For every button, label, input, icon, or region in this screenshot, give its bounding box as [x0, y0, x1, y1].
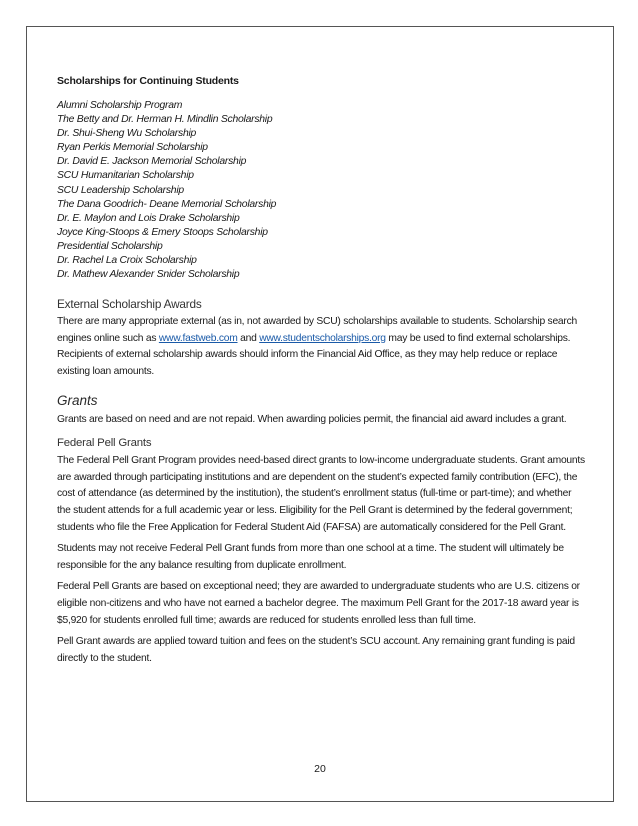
list-item: Ryan Perkis Memorial Scholarship [57, 142, 208, 154]
pell-paragraph: Students may not receive Federal Pell Grant funds from more than one school at a time. The student will ultimately be responsible for the any balance resulting from duplicate enrollment. [57, 543, 564, 571]
pell-paragraph: Federal Pell Grants are based on exceptional need; they are awarded to undergraduate students who are U.S. citizens or eligible non-citizens and who have not earned a bachelor degree. The maximum Pell Grant for the 2017-18 award year is $5,920 for students enrolled full time; awards are reduced for students enrolled less than full time. [57, 581, 580, 626]
list-item: Dr. Mathew Alexander Snider Scholarship [57, 269, 240, 281]
fastweb-link[interactable]: www.fastweb.com [158, 332, 238, 344]
pell-grants-heading: Federal Pell Grants [57, 437, 152, 450]
grants-heading: Grants [57, 392, 98, 408]
external-awards-heading: External Scholarship Awards [57, 297, 202, 312]
scholarship-list [57, 99, 587, 282]
list-item: Dr. David E. Jackson Memorial Scholarship [57, 156, 247, 168]
list-item: SCU Humanitarian Scholarship [57, 170, 194, 182]
list-item: Dr. E. Maylon and Lois Drake Scholarship [57, 212, 240, 224]
list-item: The Betty and Dr. Herman H. Mindlin Scholarship [57, 114, 273, 126]
studentscholarships-link[interactable]: www.studentscholarships.org [259, 332, 386, 344]
list-item: Joyce King-Stoops & Emery Stoops Scholarship [57, 226, 268, 238]
external-awards-paragraph [57, 314, 587, 380]
page-number: 20 [314, 763, 326, 775]
list-item: Alumni Scholarship Program [57, 100, 183, 111]
list-item: The Dana Goodrich- Deane Memorial Scholarship [57, 198, 277, 210]
pell-paragraph: Pell Grant awards are applied toward tuition and fees on the student’s SCU account. Any remaining grant funding is paid directly to the student. [57, 636, 575, 664]
document-page [26, 26, 614, 802]
grants-paragraph: Grants are based on need and are not repaid. When awarding policies permit, the financial aid award includes a grant. [57, 413, 567, 425]
list-item: Dr. Rachel La Croix Scholarship [57, 255, 197, 267]
pell-paragraph: The Federal Pell Grant Program provides need-based direct grants to low-income undergraduate students. Grant amounts are awarded through participating institutions and are dependent on the student’s expected family contribution (EFC), the cost of attendance (as determined by the institution), the student’s enrollment status (full-time or part-time); and whether the student attends for a full academic year or less. Eligibility for the Pell Grant is determined by the federal government; students who file the Free Application for Federal Student Aid (FAFSA) are automatically considered for the Pell Grant. [57, 455, 585, 533]
page-content [57, 75, 587, 672]
external-text-part3: may be used to find external scholarships. Recipients of external scholarship awards should inform the Financial Aid Office, as they may help reduce or replace existing loan amounts. [57, 332, 571, 377]
external-text-part1: There are many appropriate external (as in, not awarded by SCU) scholarships available to students. Scholarship search engines online such as [57, 316, 577, 344]
list-item: Presidential Scholarship [57, 240, 163, 252]
list-item: SCU Leadership Scholarship [57, 184, 184, 196]
continuing-students-heading: Scholarships for Continuing Students [57, 75, 239, 87]
list-item: Dr. Shui-Sheng Wu Scholarship [57, 128, 197, 140]
external-text-part2: and [237, 332, 260, 344]
